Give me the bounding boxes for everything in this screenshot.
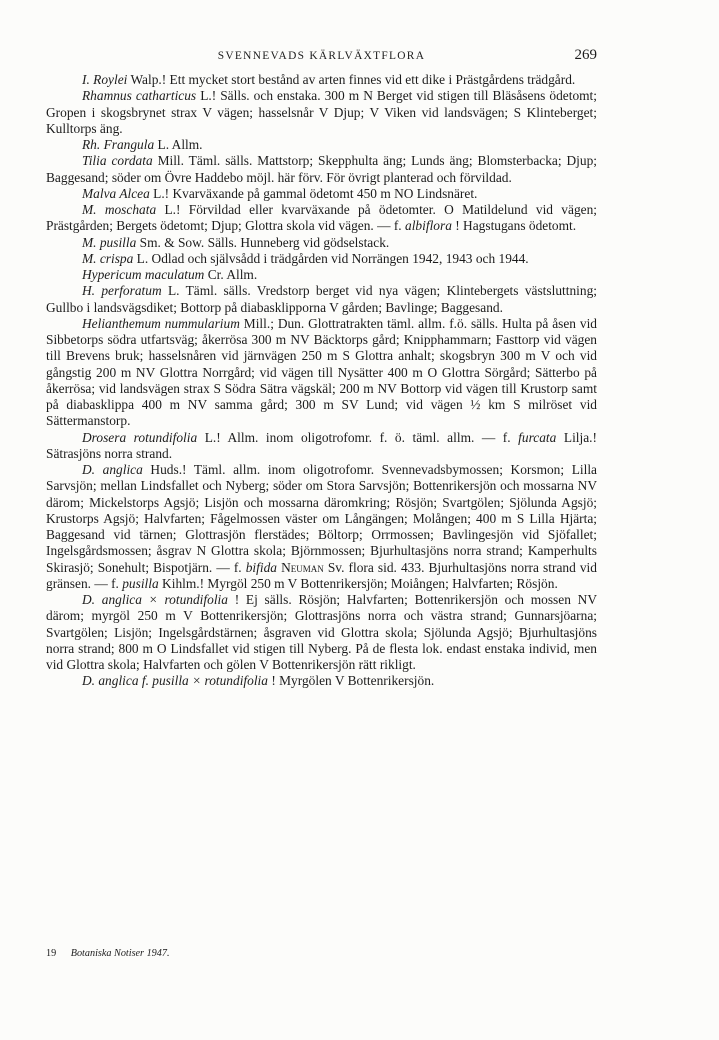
entry-text: Cr. Allm. xyxy=(204,267,258,282)
species-entry xyxy=(46,462,597,592)
taxon-name: Malva Alcea xyxy=(82,185,150,201)
journal-citation: Botaniska Notiser 1947. xyxy=(70,948,170,959)
entry-text: L. Allm. xyxy=(154,137,203,152)
taxon-name: Helianthemum nummularium xyxy=(82,315,240,331)
entry-text: Sv. flora sid. 433. Bjurhultasjöns norra strand vid gränsen. — f. xyxy=(46,559,597,591)
entry-text: Mill. Täml. sälls. Mattstorp; Skepphulta äng; Lunds äng; Blomsterbacka; Djup; Baggesand; söder om Övre Haddebo möjl. här förv. För övrigt planterad och förvildad. xyxy=(46,153,597,185)
taxon-name: M. crispa xyxy=(82,250,134,266)
taxon-name: Hypericum maculatum xyxy=(82,267,205,282)
running-title: SVENNEVADS KÄRLVÄXTFLORA xyxy=(217,50,426,62)
species-entry xyxy=(46,202,597,235)
entry-text: Walp.! Ett mycket stort bestånd av arten finnes vid ett dike i Prästgårdens trädgård. xyxy=(127,72,576,87)
entry-text: Kihlm.! Myrgöl 250 m V Bottenrikersjön; Moiången; Halvfarten; Rösjön. xyxy=(158,575,558,591)
taxon-name: albiflora xyxy=(405,218,452,234)
taxon-name: D. anglica xyxy=(82,462,143,477)
page-footer xyxy=(46,948,170,959)
species-entry xyxy=(46,137,597,153)
author-reference: Neuman xyxy=(281,559,324,575)
taxon-name: M. pusilla xyxy=(82,234,137,250)
entry-text: ! Ej sälls. Rösjön; Halvfarten; Bottenrikersjön och mossen NV därom; myrgöl 250 m V Bottenrikersjön; Glottrasjöns norra och västra strand; Gunnarsjöarna; Svartgölen; Lisjön; Ingelsgårdstärnen; åsgraven vid Glottra skola; Sjölunda Agsjö; Bjurhultasjöns norra strand; 800 m O Lindsfallet vid stigen till Nyberg. På de flesta lok. endast enstaka individ, men vid Glottra skola; Halvfarten och gölen V Bottenrikersjön rätt rikligt. xyxy=(46,592,597,672)
species-entry xyxy=(46,283,597,316)
species-entry xyxy=(46,316,597,430)
taxon-name: bifida xyxy=(245,559,277,575)
taxon-name: Rhamnus catharticus xyxy=(82,88,197,104)
species-entry xyxy=(46,153,597,186)
taxon-name: Drosera rotundifolia xyxy=(82,429,198,445)
page-number: 269 xyxy=(574,47,597,63)
entry-text: L.! Förvildad eller kvarväxande på ödetomter. O Matildelund vid vägen; Prästgården; Bergets ödetomt; Djup; Glottra skola vid vägen. — f. xyxy=(46,202,597,234)
species-entry xyxy=(46,430,597,463)
entry-text: L.! Sälls. och enstaka. 300 m N Berget vid stigen till Bläsåsens ödetomt; Gropen i skogsbrynet strax V vägen; hasselsnår V Djup; V Viken vid landsvägen; S Klinteberget; Kulltorps äng. xyxy=(46,88,598,136)
entry-text: Mill.; Dun. Glottratrakten täml. allm. f.ö. sälls. Hulta på åsen vid Sibbetorps södra utfartsväg; åkerrösa 300 m NV Bäcktorps gård; Knipphammarn; Fasttorp vid vägen till Brevens bruk; hasselsnåren vid järnvägen 250 m S Glottra anhalt; skogsbryn 300 m V och vid gångstig 200 m NV Glottra Norrgård; vid vägen till Nysätter 400 m O Glottra Sörgård; Sätterbo på åkerrösa; vid landsvägen strax S Södra Sätra vägskäl; 200 m NV Bottorp vid vägen till Krustorp samt på diabasklippa 400 m NV samma gård; 300 m SV Lund; vid vägen ½ km S milröset vid Sättermanstorp. xyxy=(46,315,598,429)
species-entry xyxy=(46,186,597,202)
species-entry xyxy=(46,235,597,251)
entry-text: L. Täml. sälls. Vredstorp berget vid nya vägen; Klintebergets västsluttning; Gullbo i landsvägsdiket; Bottorp på diabasklipporna V gården; Bavlinge; Baggesand. xyxy=(46,283,597,315)
taxon-name: D. anglica × rotundifolia xyxy=(82,592,228,607)
taxon-name: M. moschata xyxy=(82,202,157,217)
entry-text: ! Hagstugans ödetomt. xyxy=(451,218,577,234)
taxon-name: Tilia cordata xyxy=(82,153,153,169)
entry-text: L.! Kvarväxande på gammal ödetomt 450 m NO Lindsnäret. xyxy=(149,185,478,201)
species-entry xyxy=(46,72,597,88)
taxon-name: furcata xyxy=(518,429,557,445)
taxon-name: I. Roylei xyxy=(82,72,128,87)
running-header xyxy=(46,48,597,66)
taxon-name: pusilla xyxy=(122,575,159,591)
taxon-name: D. anglica f. pusilla × rotundifolia xyxy=(82,673,268,689)
entry-text: L. Odlad och självsådd i trädgården vid Norrängen 1942, 1943 och 1944. xyxy=(133,250,529,266)
entry-text: Sm. & Sow. Sälls. Hunneberg vid gödselstack. xyxy=(136,234,390,250)
entry-text: Lilja.! Sätrasjöns norra strand. xyxy=(46,429,597,461)
body-text xyxy=(46,72,597,690)
taxon-name: Rh. Frangula xyxy=(82,137,155,152)
species-entry xyxy=(46,673,597,689)
taxon-name: H. perforatum xyxy=(82,283,162,299)
entry-text: Huds.! Täml. allm. inom oligotrofomr. Svennevadsbymossen; Korsmon; Lilla Sarvsjön; mellan Lindsfallet och Nyberg; söder om Stora Sarvsjön; Bottenrikersjön och mossarna NV därom; Mickelstorps Agsjö; Lisjön och mossarna däromkring; Rösjön; Svartgölen; Sjölunda Agsjö; Krustorps Agsjö; Halvfarten; Fågelmossen väster om Långängen; Molången; 400 m S Lilla Hjärta; Baggesand vid tärnen; Glottrasjön flerstädes; Böltorp; Orrmossen; Bavlingesjön vid Sjöfallet; Ingelsgårdsmossen; åsgrav N Glottra skola; Björnmossen; Bjurhultasjöns norra strand; Kamperhults Skirasjö; Sonehult; Bispotjärn. — f. xyxy=(46,462,597,575)
species-entry xyxy=(46,251,597,267)
entry-text: L.! Allm. inom oligotrofomr. f. ö. täml. allm. — f. xyxy=(197,429,519,445)
species-entry xyxy=(46,88,597,137)
species-entry xyxy=(46,592,597,673)
printer-signature: 19 xyxy=(46,948,57,959)
entry-text: ! Myrgölen V Bottenrikersjön. xyxy=(267,673,435,689)
species-entry xyxy=(46,267,597,283)
